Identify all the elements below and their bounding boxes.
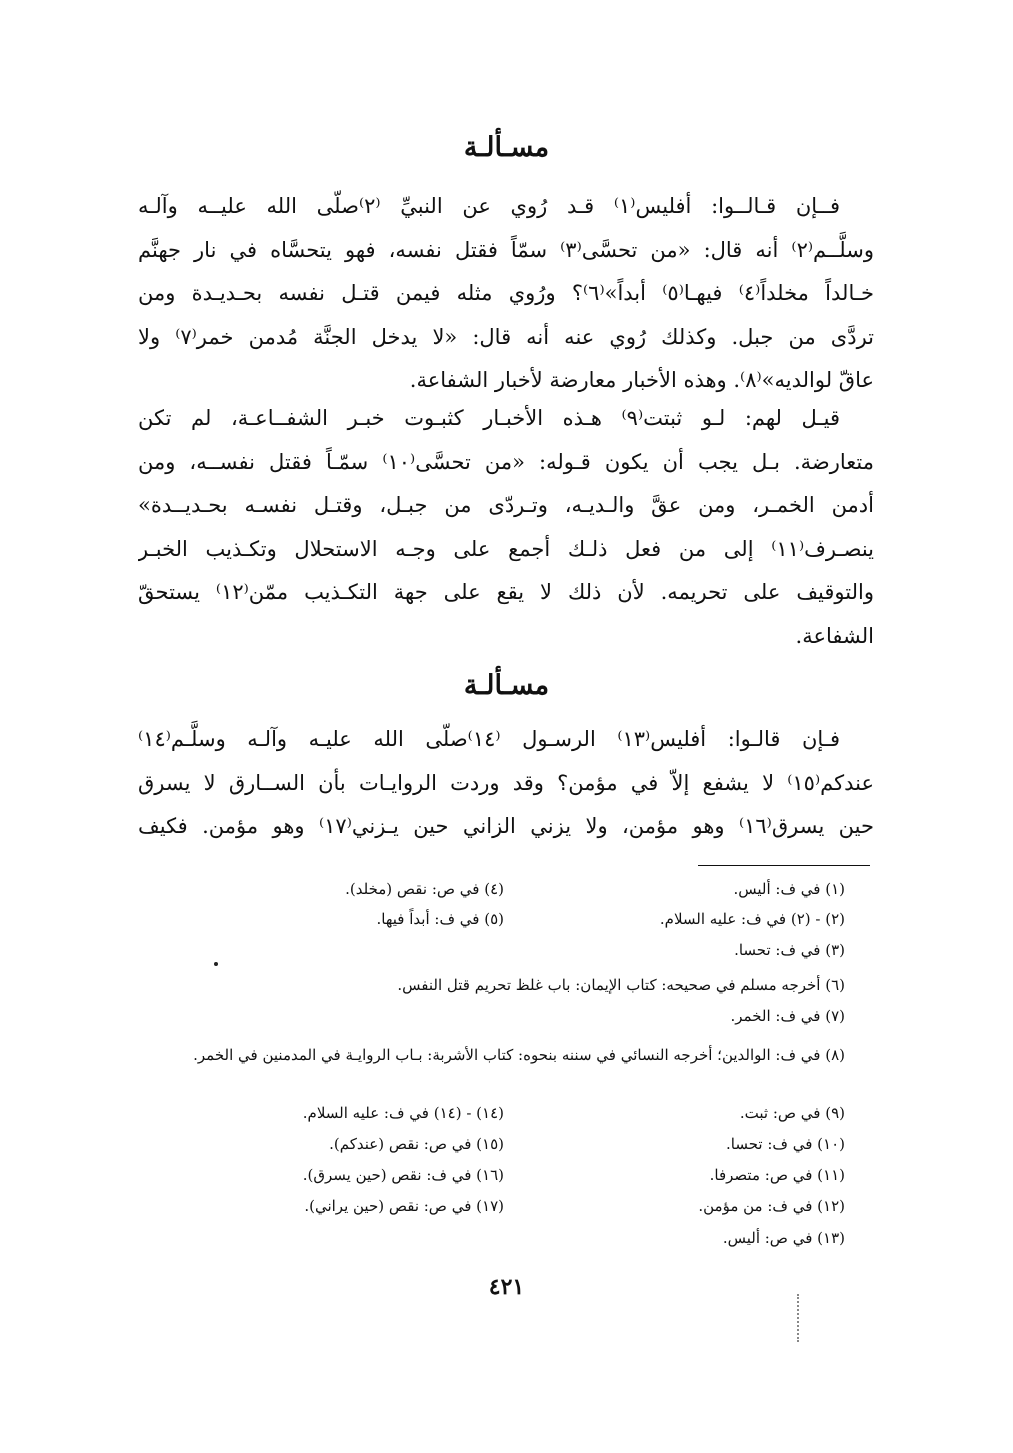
page-number: ٤٢١	[488, 1274, 525, 1300]
text-line: تردَّى من جبل. وكذلك رُوي عنه أنه قال: «لا يدخل الجنَّة مُدمن خمر⁽٧⁾ ولا	[138, 324, 874, 349]
section-title: مسـألـة	[463, 132, 550, 163]
footnote: (٦) أخرجه مسلم في صحيحه: كتاب الإيمان: باب غلظ تحريم قتل النفس.	[397, 976, 845, 994]
text-line: متعارضة. بـل يجب أن يكون قـوله: «من تحسَّى⁽١٠⁾ سمّـاً فقتل نفســه، ومن	[138, 449, 874, 474]
text-line: وسلَّــم⁽٢⁾ أنه قال: «من تحسَّى⁽٣⁾ سمّاً فقتل نفسه، فهو يتحسَّاه في نار جهنَّم	[138, 237, 874, 262]
footnote: (٨) في ف: الوالدين؛ أخرجه النسائي في سننه بنحوه: كتاب الأشربة: بـاب الروايـة في المدمنين في الخمر.	[193, 1046, 845, 1064]
section-title: مسـألـة	[463, 670, 550, 701]
footnote: (١٦) في ف: نقص (حين يسرق).	[302, 1166, 504, 1184]
footnote: (١٥) في ص: نقص (عندكم).	[329, 1135, 504, 1153]
text-line: فـإن قالـوا: أفليس⁽١٣⁾ الرسـول ⁽١٤⁾صلّى الله عليـه وآلـه وسلَّـم⁽١٤⁾	[138, 727, 840, 751]
scan-speck	[214, 962, 218, 966]
paragraph	[138, 185, 874, 403]
footnote-divider	[698, 865, 870, 866]
footnote: (١٠) في ف: تحسا.	[726, 1135, 845, 1153]
text-line: خـالداً مخلداً⁽٤⁾ فيهـا⁽٥⁾ أبداً»⁽٦⁾؟ ورُوي مثله فيمن قتـل نفسه بحـديـدة ومن	[138, 281, 874, 305]
text-line: عاقّ لوالديه»⁽٨⁾. وهذه الأخبار معارضة لأخبار الشفاعة.	[409, 368, 874, 392]
text-line: قيـل لهم: لـو ثبتت⁽٩⁾ هـذه الأخبـار كثبـوت خبـر الشفــاعـة، لم تكن	[138, 406, 840, 430]
footnote: (٩) في ص: ثبت.	[739, 1104, 845, 1122]
footnote: (١٤) - (١٤) في ف: عليه السلام.	[302, 1104, 504, 1122]
footnote: (١٣) في ص: أليس.	[722, 1229, 845, 1247]
text-line: والتوقيف على تحريمه. لأن ذلك لا يقع على جهة التكـذيب ممّن⁽١٢⁾ يستحقّ	[138, 580, 874, 604]
footnote: (٣) في ف: تحسا.	[734, 941, 845, 959]
text-line: ينصـرف⁽١١⁾ إلى من فعل ذلـك أجمع على وجـه الاستحلال وتكـذيب الخبـر	[138, 536, 874, 561]
text-line: الشفاعة.	[795, 623, 874, 648]
footnote: (٧) في ف: الخمر.	[730, 1007, 845, 1025]
scan-dots	[797, 1294, 803, 1342]
paragraph	[138, 718, 874, 849]
footnote: (١٧) في ص: نقص (حين يراني).	[304, 1197, 504, 1215]
footnote: (٢) - (٢) في ف: عليه السلام.	[659, 910, 845, 928]
footnote: (١١) في ص: متصرفا.	[709, 1166, 845, 1184]
paragraph	[138, 397, 874, 658]
text-line: عندكم⁽١٥⁾ لا يشفع إلاّ في مؤمن؟ وقد وردت الروايـات بأن الســارق لا يسرق	[138, 770, 874, 795]
text-line: أدمن الخمـر، ومن عقَّ والـديـه، وتـردّى من جبـل، وقتـل نفسـه بحـديــدة»	[138, 493, 874, 517]
text-line: فــإن قـالــوا: أفليس⁽١⁾ قـد رُوي عن النبيِّ ⁽٢⁾صلّى الله عليــه وآلـه	[138, 194, 840, 218]
text-line: حين يسرق⁽١٦⁾ وهو مؤمن، ولا يزني الزاني حين يـزني⁽١٧⁾ وهو مؤمن. فكيف	[138, 814, 874, 838]
footnote: (١٢) في ف: من مؤمن.	[698, 1197, 845, 1215]
footnote: (١) في ف: أليس.	[733, 880, 845, 898]
footnote: (٥) في ف: أبداً فيها.	[376, 910, 504, 928]
footnote: (٤) في ص: نقص (مخلد).	[345, 880, 504, 898]
